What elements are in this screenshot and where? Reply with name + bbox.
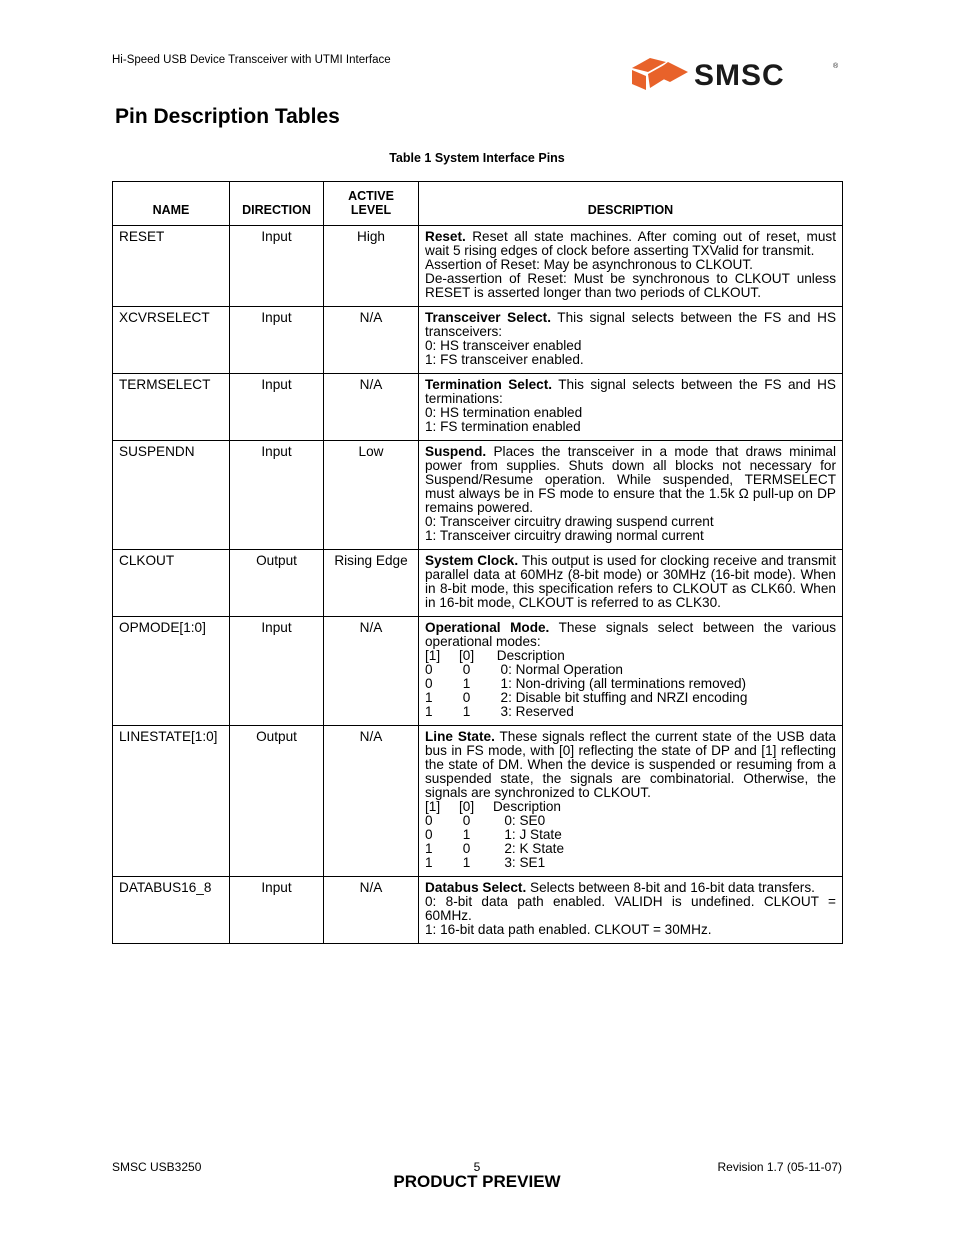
description-line: 0 0 0: SE0	[425, 813, 546, 828]
smsc-logo	[630, 54, 842, 92]
description-line: 0: Transceiver circuitry drawing suspend current	[425, 514, 714, 529]
pin-name: RESET	[113, 226, 230, 307]
header-active-level: ACTIVE LEVEL	[324, 182, 419, 226]
footer-status: PRODUCT PREVIEW	[393, 1172, 561, 1191]
table-header-row	[113, 182, 843, 226]
description-line: 1: Transceiver circuitry drawing normal current	[425, 528, 704, 543]
description-line: 1 1 3: SE1	[425, 855, 546, 870]
pin-direction: Input	[230, 307, 324, 374]
pin-description	[419, 877, 843, 944]
pin-name: TERMSELECT	[113, 374, 230, 441]
pin-active-level: Low	[324, 441, 419, 550]
system-interface-pins-table	[112, 181, 843, 944]
pin-active-level: N/A	[324, 374, 419, 441]
description-text: This signal selects between the FS and HS transceivers:	[425, 310, 837, 339]
pin-direction: Output	[230, 550, 324, 617]
table-row	[113, 726, 843, 877]
pin-active-level: N/A	[324, 877, 419, 944]
description-line: 0: HS termination enabled	[425, 405, 583, 420]
description-line: 0: HS transceiver enabled	[425, 338, 582, 353]
pin-direction: Input	[230, 617, 324, 726]
description-line: 1 1 3: Reserved	[425, 704, 574, 719]
svg-text:®: ®	[833, 63, 839, 70]
description-line: 1: FS transceiver enabled.	[425, 352, 584, 367]
pin-direction: Input	[230, 441, 324, 550]
pin-description	[419, 726, 843, 877]
pin-name: DATABUS16_8	[113, 877, 230, 944]
pin-name: LINESTATE[1:0]	[113, 726, 230, 877]
pin-description	[419, 441, 843, 550]
table-row	[113, 617, 843, 726]
pin-description	[419, 307, 843, 374]
description-title: Databus Select.	[425, 880, 527, 895]
pin-active-level: Rising Edge	[324, 550, 419, 617]
description-line: [1] [0] Description	[425, 799, 561, 814]
pin-active-level: High	[324, 226, 419, 307]
description-line: 0 1 1: Non-driving (all terminations removed)	[425, 676, 747, 691]
description-text: These signals reflect the current state of the USB data bus in FS mode, with [0] reflecting the state of DP and [1] reflecting the state of DM. When the device is suspended or resuming from a suspended state, the signals are combinatorial. Otherwise, the signals are synchronized to CLKOUT.	[425, 729, 836, 800]
pin-direction: Input	[230, 226, 324, 307]
header-name: NAME	[113, 182, 230, 226]
description-line: 1 0 2: K State	[425, 841, 565, 856]
page-number: 5	[473, 1160, 481, 1174]
table-row	[113, 877, 843, 944]
pin-active-level: N/A	[324, 726, 419, 877]
header-description: DESCRIPTION	[419, 182, 843, 226]
table-row	[113, 307, 843, 374]
pin-description	[419, 617, 843, 726]
footer-product: SMSC USB3250	[112, 1160, 202, 1174]
table-caption: Table 1 System Interface Pins	[389, 151, 565, 165]
description-text: This output is used for clocking receive and transmit parallel data at 60MHz (8-bit mode) or 30MHz (16-bit mode). When in 8-bit mode, this specification refers to CLKOUT as CLK60. When in 16-bit mode, CLKOUT is referred to as CLK30.	[425, 553, 836, 610]
document-header-title: Hi-Speed USB Device Transceiver with UTMI Interface	[112, 54, 391, 66]
header-direction: DIRECTION	[230, 182, 324, 226]
pin-name: OPMODE[1:0]	[113, 617, 230, 726]
description-line: 0 1 1: J State	[425, 827, 562, 842]
pin-description	[419, 226, 843, 307]
description-title: Suspend.	[425, 444, 487, 459]
pin-direction: Input	[230, 374, 324, 441]
description-text: Places the transceiver in a mode that draws minimal power from supplies. Shuts down all blocks not necessary for Suspend/Resume operation. While suspended, TERMSELECT must always be in FS mode to ensure that the 1.5k Ω pull-up on DP remains powered.	[425, 444, 836, 515]
description-text: Reset all state machines. After coming out of reset, must wait 5 rising edges of clock before asserting TXValid for transmit.	[425, 229, 836, 258]
table-row	[113, 441, 843, 550]
pin-direction: Output	[230, 726, 324, 877]
description-line: 0 0 0: Normal Operation	[425, 662, 623, 677]
description-title: Transceiver Select.	[425, 310, 551, 325]
description-title: Termination Select.	[425, 377, 553, 392]
description-line: 1: 16-bit data path enabled. CLKOUT = 30MHz.	[425, 922, 712, 937]
page-title: Pin Description Tables	[115, 105, 340, 128]
smsc-logo-text: SMSC	[694, 59, 785, 92]
pin-name: XCVRSELECT	[113, 307, 230, 374]
description-line: 1 0 2: Disable bit stuffing and NRZI encoding	[425, 690, 748, 705]
table-row	[113, 226, 843, 307]
pin-active-level: N/A	[324, 307, 419, 374]
pin-description	[419, 374, 843, 441]
footer-revision: Revision 1.7 (05-11-07)	[717, 1160, 842, 1174]
pin-active-level: N/A	[324, 617, 419, 726]
description-line: [1] [0] Description	[425, 648, 565, 663]
description-text: These signals select between the various operational modes:	[425, 620, 836, 649]
table-row	[113, 374, 843, 441]
description-line: Assertion of Reset: May be asynchronous to CLKOUT.	[425, 257, 753, 272]
description-text: This signal selects between the FS and HS terminations:	[425, 377, 836, 406]
description-title: Operational Mode.	[425, 620, 550, 635]
description-text: Selects between 8-bit and 16-bit data transfers.	[526, 880, 815, 895]
description-title: Line State.	[425, 729, 495, 744]
description-line: De-assertion of Reset: Must be synchronous to CLKOUT unless RESET is asserted longer than two periods of CLKOUT.	[425, 271, 836, 300]
description-title: Reset.	[425, 229, 466, 244]
pin-name: SUSPENDN	[113, 441, 230, 550]
pin-description	[419, 550, 843, 617]
pin-direction: Input	[230, 877, 324, 944]
description-title: System Clock.	[425, 553, 519, 568]
description-line: 1: FS termination enabled	[425, 419, 581, 434]
pin-name: CLKOUT	[113, 550, 230, 617]
table-row	[113, 550, 843, 617]
description-line: 0: 8-bit data path enabled. VALIDH is undefined. CLKOUT = 60MHz.	[425, 894, 836, 923]
